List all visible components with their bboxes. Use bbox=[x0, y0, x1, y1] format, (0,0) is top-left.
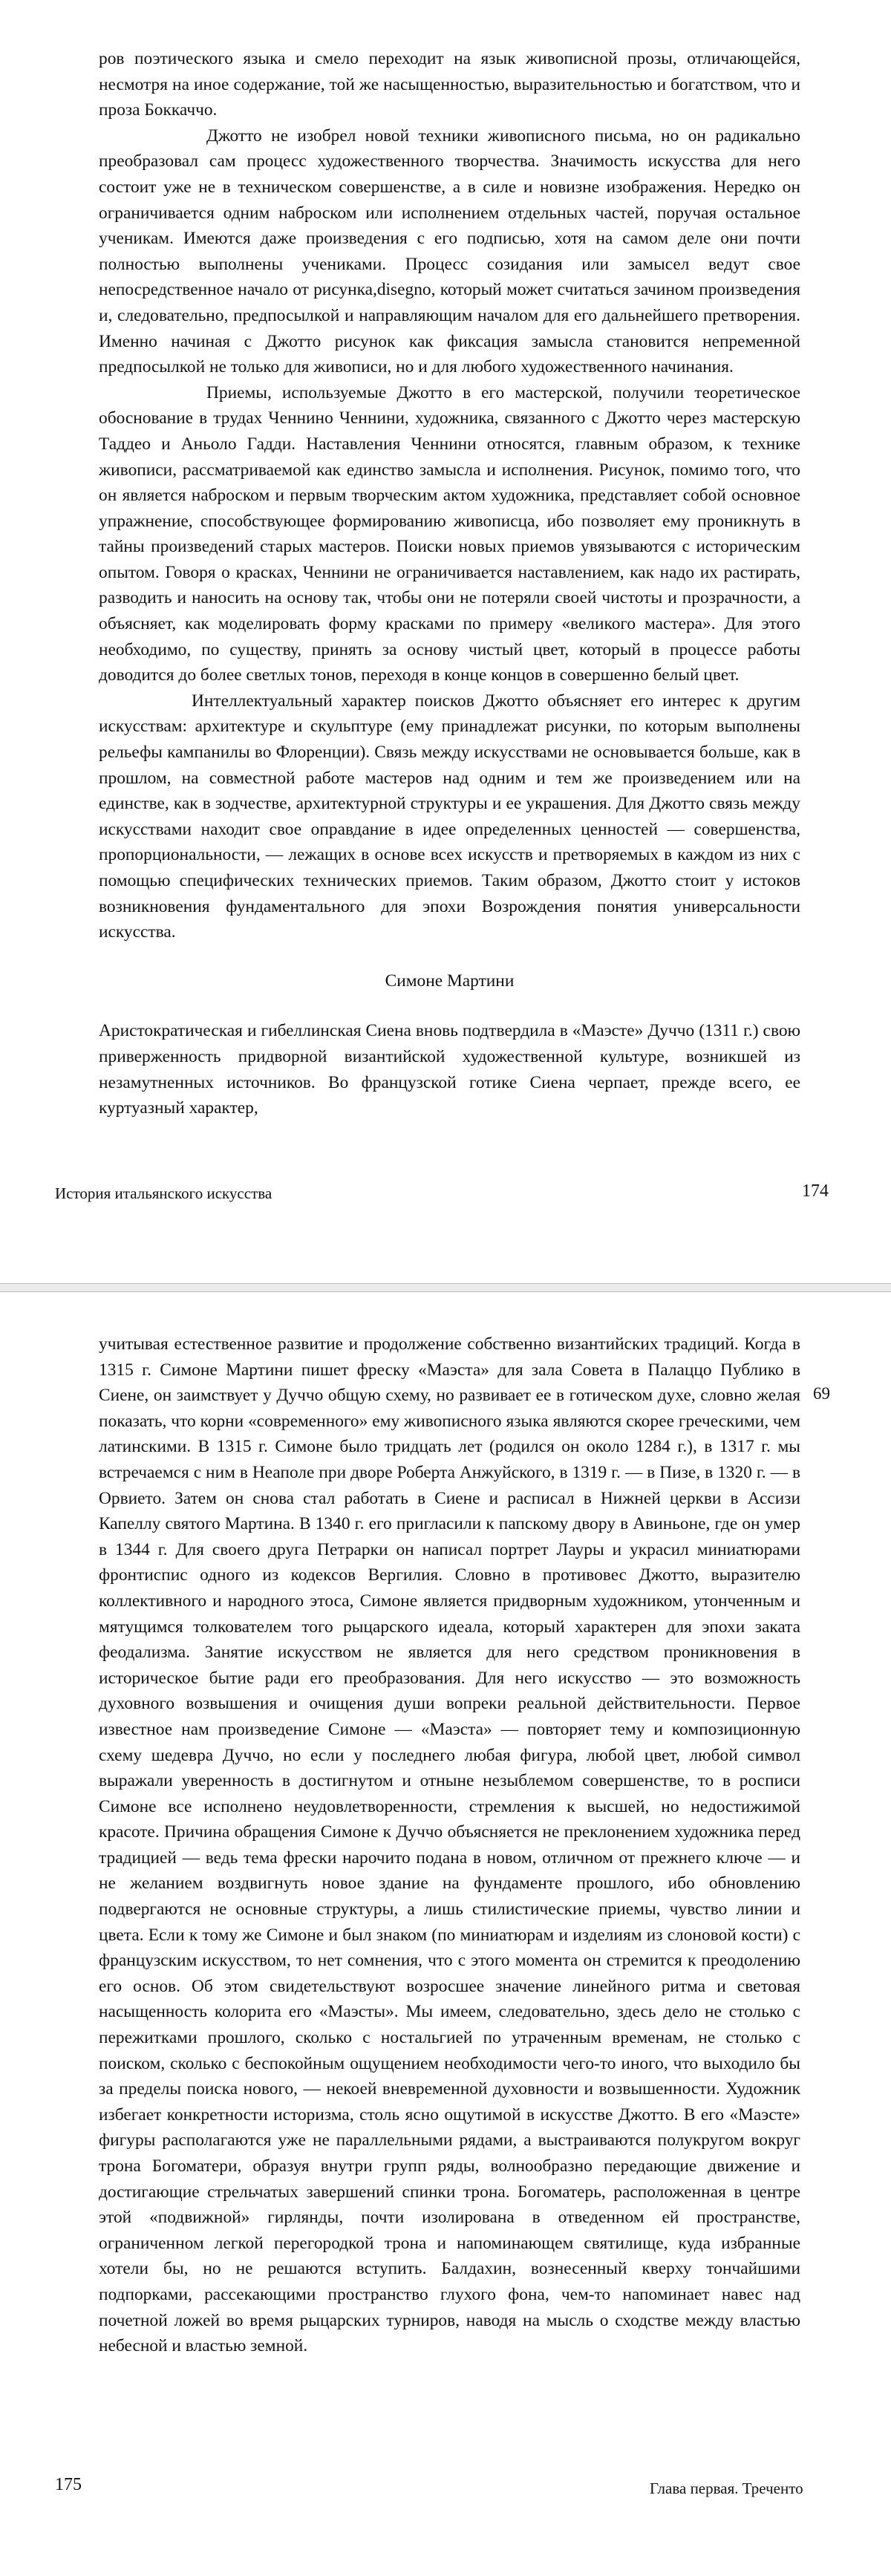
page-number: 175 bbox=[55, 2475, 82, 2494]
book-page-175 bbox=[0, 1292, 891, 2576]
book-page-174 bbox=[0, 0, 891, 1283]
paragraph: Аристократическая и гибеллинская Сиена вновь подтвердила в «Маэсте» Дуччо (1311 г.) свою приверженность придворной византийской художественной культуре, возникшей из незамутненных источников. Во французской готике Сиена черпает, прежде всего, ее куртуазный характер, bbox=[99, 1021, 800, 1118]
paragraph: учитывая естественное развитие и продолжение собственно византийских традиций. Когда в 1315 г. Симоне Мартини пишет фреску «Маэста» для зала Совета в Палаццо Публико в Сиене, он заимствует у Дуччо общую схему, но развивает ее в готическом духе, словно желая показать, что корни «современного» ему живописного языка являются скорее греческими, чем латинскими. В 1315 г. Симоне было тридцать лет (родился он около 1284 г.), в 1317 г. мы встречаемся с ним в Неаполе при дворе Роберта Анжуйского, в 1319 г. — в Пизе, в 1320 г. — в Орвието. Затем он снова стал работать в Сиене и расписал в Нижней церкви в Ассизи Капеллу святого Мартина. В 1340 г. его пригласили к папскому двору в Авиньоне, где он умер в 1344 г. Для своего друга Петрарки он написал портрет Лауры и украсил миниатюрами фронтиспис одного из кодексов Вергилия. Словно в противовес Джотто, выразителю коллективного и народного этоса, Симоне является придворным художником, утонченным и мятущимся толкователем того рыцарского идеала, который характерен для эпохи заката феодализма. Занятие искусством не является для него средством проникновения в историческое бытие ради его преобразования. Для него искусство — это возможность духовного возвышения и очищения души вопреки реальной действительности. Первое известное нам произведение Симоне — «Маэста» — повторяет тему и композиционную схему шедевра Дуччо, но если у последнего любая фигура, любой цвет, любой символ выражали уверенность в достигнутом и отныне незыблемом совершенстве, то в росписи Симоне все исполнено неудовлетворенности, стремления к высшей, но недостижимой красоте. Причина обращения Симоне к Дуччо объясняется не преклонением художника перед традицией — ведь тема фрески нарочито подана в новом, отличном от прежнего ключе — и не желанием воздвигнуть новое здание на фундаменте прошлого, ибо обновлению подвергаются не основные структуры, а лишь стилистические приемы, чувство линии и цвета. Если к тому же Симоне и был знаком (по миниатюрам и изделиям из слоновой кости) с французским искусством, то нет сомнения, что с этого момента он стремится к преодолению его основ. Об этом свидетельствуют возросшее значение линейного ритма и световая насыщенность колорита его «Маэсты». Мы имеем, следовательно, здесь дело не столько с пережитками прошлого, сколько с ностальгией по утраченным временам, не столько с поиском, сколько с беспокойным ощущением необходимости чего-то иного, что выходило бы за пределы поиска нового, — некоей вневременной духовности и возвышенности. Художник избегает конкретности историзма, столь ясно ощутимой в искусстве Джотто. В его «Маэсте» фигуры располагаются уже не параллельными рядами, а выстраиваются полукругом вокруг трона Богоматери, образуя внутри групп ряды, волнообразно передающие движение и достигающие стрельчатых завершений спинки трона. Богоматерь, расположенная в центре этой «подвижной» гирлянды, почти изолирована в отведенном ей пространстве, ограниченном легкой перегородкой трона и напоминающем святилище, куда избранные хотели бы, но не решаются вступить. Балдахин, вознесенный кверху тончайшими подпорками, рассекающими пространство глухого фона, чем-то напоминает навес над почетной ложей во время рыцарских турниров, наводя на мысль о сходстве между властью небесной и властью земной. bbox=[99, 1334, 800, 2356]
running-footer-title: Глава первая. Треченто bbox=[650, 2479, 803, 2497]
section-heading: Симоне Мартини bbox=[385, 971, 515, 991]
running-footer-title: История итальянского искусства bbox=[55, 1184, 272, 1202]
page-174-body bbox=[99, 46, 800, 1121]
page-divider bbox=[0, 1283, 891, 1292]
paragraph: Интеллектуальный характер поисков Джотто объясняет его интерес к другим искусствам: архитектуре и скульптуре (ему принадлежат рисунки, по которым выполнены рельефы кампанилы во Флоренции). Связь между искусствами не основывается больше, как в прошлом, на совместной работе мастеров над одним и тем же произведением или на единстве, как в зодчестве, архитектурной структуры и ее украшения. Для Джотто связь между искусствами находит свое оправдание в идее определенных ценностей — совершенства, пропорциональности, — лежащих в основе всех искусств и претворяемых в каждом из них с помощью специфических технических приемов. Таким образом, Джотто стоит у истоков возникновения фундаментального для эпохи Возрождения понятия универсальности искусства. bbox=[99, 691, 800, 942]
paragraph: ров поэтического языка и смело переходит на язык живописной прозы, отличающейся, несмотря на иное содержание, той же насыщенностью, выразительностью и богатством, что и проза Боккаччо. bbox=[99, 49, 800, 120]
page-number: 174 bbox=[802, 1181, 829, 1201]
paragraph: Джотто не изобрел новой техники живописного письма, но он радикально преобразовал сам процесс художественного творчества. Значимость искусства для него состоит уже не в техническом совершенстве, а в силе и новизне изображения. Нередко он ограничивается одним наброском или исполнением отдельных частей, поручая остальное ученикам. Имеются даже произведения с его подписью, хотя на самом деле они почти полностью выполнены учениками. Процесс созидания или замысел ведут свое непосредственное начало от рисунка,disegno, который может считаться зачином произведения и, следовательно, предпосылкой и направляющим началом для его дальнейшего претворения. Именно начиная с Джотто рисунок как фиксация замысла становится непременной предпосылкой не только для живописи, но и для любого художественного начинания. bbox=[99, 125, 800, 377]
margin-figure-number: 69 bbox=[813, 1384, 830, 1403]
paragraph: Приемы, используемые Джотто в его мастерской, получили теоретическое обоснование в трудах Ченнино Ченнини, художника, связанного с Джотто через мастерскую Таддео и Аньоло Гадди. Наставления Ченнини относятся, главным образом, к технике живописи, рассматриваемой как единство замысла и исполнения. Рисунок, помимо того, что он является наброском и первым творческим актом художника, представляет собой основное упражнение, способствующее формированию живописца, ибо позволяет ему проникнуть в тайны произведений старых мастеров. Поиски новых приемов увязываются с историческим опытом. Говоря о красках, Ченнини не ограничивается наставлением, как надо их растирать, разводить и наносить на основу так, чтобы они не потеряли своей чистоты и прозрачности, а объясняет, как моделировать форму красками по примеру «великого мастера». Для этого необходимо, по существу, принять за основу чистый цвет, который в процессе работы доводится до более светлых тонов, переходя в конце концов в совершенно белый цвет. bbox=[99, 382, 800, 685]
page-175-body bbox=[99, 1331, 800, 2359]
